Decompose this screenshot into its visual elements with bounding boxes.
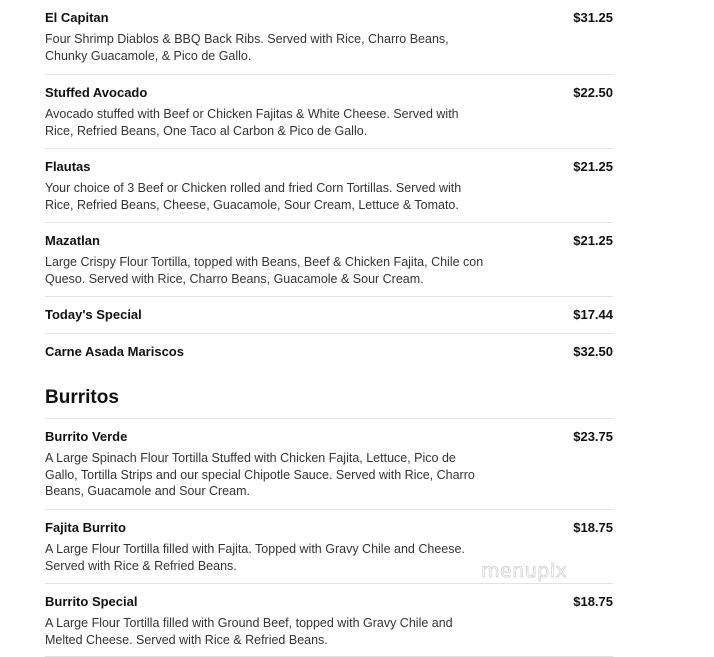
item-description: Four Shrimp Diablos & BBQ Back Ribs. Served with Rice, Charro Beans, Chunky Guacamole, & Pico de Gallo.: [45, 32, 449, 63]
item-name: El Capitan: [45, 10, 109, 25]
item-name: Today's Special: [45, 307, 142, 322]
menu-item-burrito-special: [45, 584, 613, 657]
menupix-watermark: menupix: [481, 560, 568, 582]
menu-item-mazatlan: [45, 223, 613, 297]
item-price: $23.75: [573, 429, 613, 444]
menu-item-el-capitan: [45, 0, 613, 75]
menu-item-stuffed-avocado: [45, 75, 613, 149]
section-header-burritos: [45, 370, 613, 419]
item-description: A Large Flour Tortilla filled with Ground Beef, topped with Gravy Chile and Melted Cheese. Served with Rice & Refried Beans.: [45, 616, 453, 647]
item-description: Your choice of 3 Beef or Chicken rolled and fried Corn Tortillas. Served with Rice, Refried Beans, Cheese, Guacamole, Sour Cream, Lettuce & Tomato.: [45, 181, 462, 212]
item-price: $32.50: [573, 344, 613, 359]
item-price: $31.25: [573, 10, 613, 25]
item-name: Carne Asada Mariscos: [45, 344, 184, 359]
item-price: $17.44: [573, 307, 613, 322]
item-price: $21.25: [573, 233, 613, 248]
section-title: Burritos: [45, 387, 119, 408]
item-description: A Large Spinach Flour Tortilla Stuffed with Chicken Fajita, Lettuce, Pico de Gallo, Tortilla Strips and our special Chipotle Sauce. Served with Rice, Charro Beans, Guacamole and Sour Cream.: [45, 451, 475, 498]
item-name: Stuffed Avocado: [45, 85, 148, 100]
menu-item-flautas: [45, 149, 613, 223]
item-description: Large Crispy Flour Tortilla, topped with Beans, Beef & Chicken Fajita, Chile con Queso. Served with Rice, Charro Beans, Guacamole & Sour Cream.: [45, 255, 484, 286]
menu-item-carne-asada-mariscos: [45, 334, 613, 370]
item-name: Mazatlan: [45, 233, 100, 248]
menu-list: [45, 0, 613, 657]
menu-item-todays-special: [45, 297, 613, 334]
item-name: Fajita Burrito: [45, 520, 126, 535]
item-price: $21.25: [573, 159, 613, 174]
item-name: Burrito Special: [45, 594, 138, 609]
item-name: Burrito Verde: [45, 429, 128, 444]
item-description: A Large Flour Tortilla filled with Fajita. Topped with Gravy Chile and Cheese. Served with Rice & Refried Beans.: [45, 542, 465, 573]
item-price: $22.50: [573, 85, 613, 100]
item-price: $18.75: [573, 520, 613, 535]
item-description: Avocado stuffed with Beef or Chicken Fajitas & White Cheese. Served with Rice, Refried Beans, One Taco al Carbon & Pico de Gallo.: [45, 107, 459, 138]
item-price: $18.75: [573, 594, 613, 609]
item-name: Flautas: [45, 159, 91, 174]
menu-item-burrito-verde: [45, 419, 613, 510]
